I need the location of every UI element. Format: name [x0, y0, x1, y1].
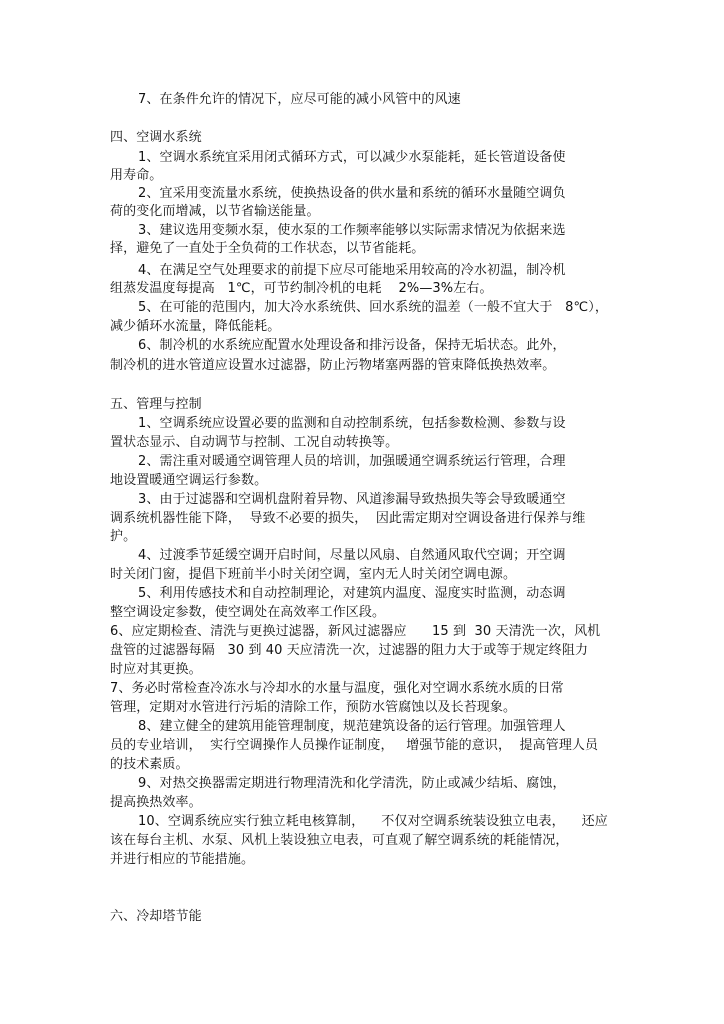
- s5-p3-line2: 调系统机器性能下降， 导致不必要的损失， 因此需定期对空调设备进行保养与维: [110, 511, 586, 526]
- s5-p6-line1: 6、应定期检查、清洗与更换过滤器，新风过滤器应 15 到 30 天清洗一次，风机: [110, 624, 601, 639]
- s5-p7-line1: 7、务必时常检查冷冻水与冷却水的水量与温度，强化对空调水系统水质的日常: [110, 681, 564, 696]
- s5-p10-line1: 10、空调系统应实行独立耗电核算制， 不仅对空调系统装设独立电表， 还应: [138, 814, 608, 829]
- s4-p1-line2: 用寿命。: [110, 168, 163, 183]
- section5-heading: 五、管理与控制: [110, 397, 202, 412]
- s5-p6-line3: 时应对其更换。: [110, 662, 202, 677]
- s5-p2-line1: 2、需注重对暖通空调管理人员的培训，加强暖通空调系统运行管理，合理: [138, 454, 566, 469]
- section4-heading: 四、空调水系统: [110, 130, 202, 145]
- s4-p4-line2: 组蒸发温度每提高 1℃，可节约制冷机的电耗 2%—3%左右。: [110, 281, 493, 296]
- s5-p3-line3: 护。: [110, 529, 137, 544]
- s5-p2-line2: 地设置暖通空调运行参数。: [110, 473, 268, 488]
- s4-p4-line1: 4、在满足空气处理要求的前提下应尽可能地采用较高的冷水初温，制冷机: [138, 263, 566, 278]
- s5-p5-line1: 5、利用传感技术和自动控制理论，对建筑内温度、湿度实时监测，动态调: [138, 586, 566, 601]
- s5-p4-line2: 时关闭门窗，提倡下班前半小时关闭空调，室内无人时关闭空调电源。: [110, 567, 517, 582]
- s4-p2-line2: 荷的变化而增减，以节省输送能量。: [110, 204, 320, 219]
- s5-p7-line2: 管理，定期对水管进行污垢的清除工作，预防水管腐蚀以及长苔现象。: [110, 700, 517, 715]
- section6-heading: 六、冷却塔节能: [110, 909, 202, 924]
- s5-p8-line1: 8、建立健全的建筑用能管理制度，规范建筑设备的运行管理。加强管理人: [138, 719, 566, 734]
- s5-p10-line3: 并进行相应的节能措施。: [110, 852, 255, 867]
- s5-p1-line1: 1、空调系统应设置必要的监测和自动控制系统，包括参数检测、参数与设: [138, 416, 566, 431]
- s4-p6-line1: 6、制冷机的水系统应配置水处理设备和排污设备，保持无垢状态。此外，: [138, 338, 566, 353]
- s4-p5-line1: 5、在可能的范围内，加大冷水系统供、回水系统的温差（一般不宜大于 8℃），: [138, 300, 608, 315]
- s4-p3-line1: 3、建议选用变频水泵，使水泵的工作频率能够以实际需求情况为依据来选: [138, 223, 566, 238]
- s4-p1-line1: 1、空调水系统宜采用闭式循环方式，可以减少水泵能耗，延长管道设备使: [138, 150, 566, 165]
- s5-p9-line1: 9、对热交换器需定期进行物理清洗和化学清洗，防止或减少结垢、腐蚀，: [138, 776, 566, 791]
- s5-p10-line2: 该在每台主机、水泵、风机上装设独立电表，可直观了解空调系统的耗能情况，: [110, 833, 569, 848]
- s5-p5-line2: 整空调设定参数，使空调处在高效率工作区段。: [110, 605, 386, 620]
- s5-p8-line2: 员的专业培训， 实行空调操作人员操作证制度， 增强节能的意识， 提高管理人员: [110, 738, 599, 753]
- s5-p4-line1: 4、过渡季节延缓空调开启时间，尽量以风扇、自然通风取代空调；开空调: [138, 548, 566, 563]
- s5-p3-line1: 3、由于过滤器和空调机盘附着异物、风道渗漏导致热损失等会导致暖通空: [138, 492, 566, 507]
- s4-p3-line2: 择，避免了一直处于全负荷的工作状态，以节省能耗。: [110, 241, 425, 256]
- s4-p2-line1: 2、宜采用变流量水系统，使换热设备的供水量和系统的循环水量随空调负: [138, 186, 566, 201]
- s4-p5-line2: 减少循环水流量，降低能耗。: [110, 319, 281, 334]
- s5-p1-line2: 置状态显示、自动调节与控制、工况自动转换等。: [110, 435, 399, 450]
- s5-p6-line2: 盘管的过滤器每隔 30 到 40 天应清洗一次，过滤器的阻力大于或等于规定终阻力: [110, 643, 589, 658]
- s4-p6-line2: 制冷机的进水管道应设置水过滤器，防止污物堵塞两器的管束降低换热效率。: [110, 358, 556, 373]
- s5-p9-line2: 提高换热效率。: [110, 795, 202, 810]
- s5-p8-line3: 的技术素质。: [110, 757, 189, 772]
- intro-line-7: 7、在条件允许的情况下，应尽可能的减小风管中的风速: [138, 92, 461, 107]
